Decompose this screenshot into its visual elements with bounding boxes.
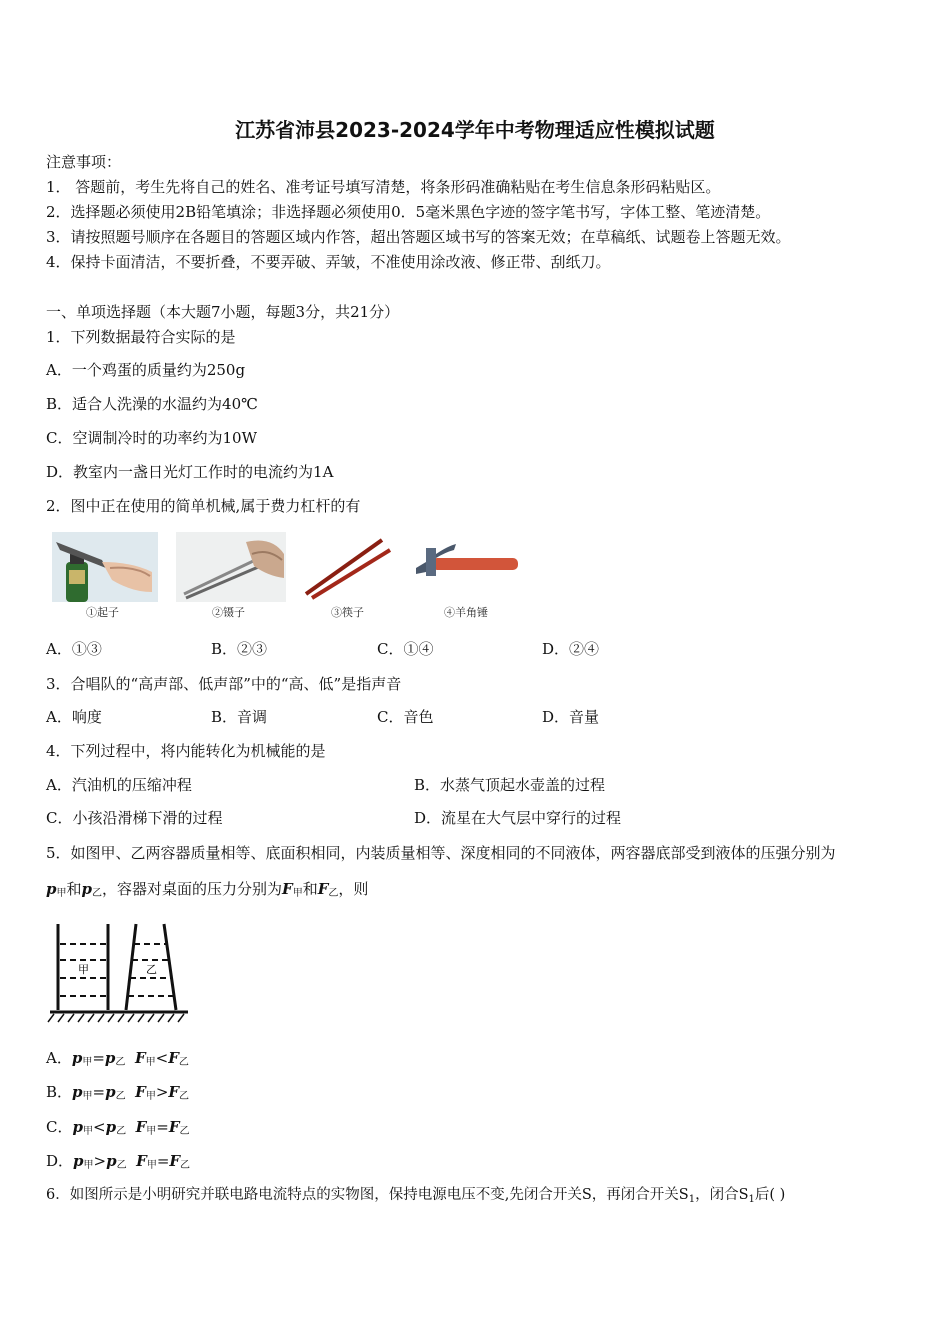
q3-option-b: B．音调 — [211, 708, 268, 726]
question-3-stem: 3．合唱队的“高声部、低声部”中的“高、低”是指声音 — [46, 675, 402, 693]
containers-figure — [46, 916, 192, 1024]
question-4-stem: 4．下列过程中，将内能转化为机械能的是 — [46, 742, 326, 760]
q4-option-c: C．小孩沿滑梯下滑的过程 — [46, 809, 223, 827]
q1-option-a: A．一个鸡蛋的质量约为250g — [46, 361, 246, 379]
q1-option-b: B．适合人洗澡的水温约为40℃ — [46, 395, 258, 413]
note-item: 3．请按照题号顺序在各题目的答题区域内作答，超出答题区域书写的答案无效；在草稿纸、试题卷上答题无效。 — [46, 228, 791, 246]
q2-option-b: B．②③ — [211, 640, 268, 658]
q2-option-d: D．②④ — [542, 640, 600, 658]
q2-option-a: A．①③ — [46, 640, 102, 658]
q2-option-c: C．①④ — [377, 640, 434, 658]
q3-option-c: C．音色 — [377, 708, 434, 726]
q4-option-a: A．汽油机的压缩冲程 — [46, 776, 192, 794]
figure-caption: ④羊角锤 — [444, 606, 488, 619]
note-item: 1． 答题前，考生先将自己的姓名、准考证号填写清楚，将条形码准确粘贴在考生信息条形码粘贴区。 — [46, 178, 721, 196]
q5-option-b: B．$p_甲=p_乙$ $F_甲>F_乙$ — [46, 1083, 190, 1102]
question-1-stem: 1．下列数据最符合实际的是 — [46, 328, 236, 346]
q3-option-a: A．响度 — [46, 708, 102, 726]
q5-option-c: C．$p_甲<p_乙$ $F_甲=F_乙$ — [46, 1118, 190, 1137]
q5-option-d: D．$p_甲>p_乙$ $F_甲=F_乙$ — [46, 1152, 191, 1171]
figure-caption: ①起子 — [86, 606, 119, 619]
question-5-stem: 5．如图甲、乙两容器质量相等、底面积相同，内装质量相等、深度相同的不同液体，两容器底部受到液体的压强分别为 — [46, 844, 836, 862]
page-title: 江苏省沛县2023-2024学年中考物理适应性模拟试题 — [235, 118, 715, 142]
note-item: 2．选择题必须使用2B铅笔填涂；非选择题必须使用0．5毫米黑色字迹的签字笔书写，字体工整、笔迹清楚。 — [46, 203, 771, 221]
q1-option-d: D．教室内一盏日光灯工作时的电流约为1A — [46, 463, 334, 481]
q3-option-d: D．音量 — [542, 708, 600, 726]
section-heading: 一、单项选择题（本大题7小题，每题3分，共21分） — [46, 303, 400, 321]
q4-option-b: B．水蒸气顶起水壶盖的过程 — [414, 776, 606, 794]
notes-heading: 注意事项： — [46, 153, 122, 171]
container-label-yi: 乙 — [146, 963, 157, 976]
chopsticks-image — [302, 534, 394, 600]
container-label-jia: 甲 — [78, 963, 89, 976]
figure-caption: ②镊子 — [212, 606, 245, 619]
tweezers-image — [176, 532, 286, 602]
q4-option-d: D．流星在大气层中穿行的过程 — [414, 809, 622, 827]
q5-option-a: A．$p_甲=p_乙$ $F_甲<F_乙$ — [46, 1049, 189, 1068]
q1-option-c: C．空调制冷时的功率约为10W — [46, 429, 257, 447]
question-6-stem: 6．如图所示是小明研究并联电路电流特点的实物图，保持电源电压不变,先闭合开关S，再闭合开关$S_1$，闭合$S_1$后( ) — [46, 1187, 786, 1205]
claw-hammer-image — [412, 540, 522, 590]
figure-caption: ③筷子 — [331, 606, 364, 619]
bottle-opener-image — [52, 532, 158, 602]
question-5-stem-line2: $p_甲$和$p_乙$，容器对桌面的压力分别为$F_甲$和$F_乙$，则 — [46, 880, 369, 899]
question-2-stem: 2．图中正在使用的简单机械,属于费力杠杆的有 — [46, 497, 361, 515]
note-item: 4．保持卡面清洁，不要折叠，不要弄破、弄皱，不准使用涂改液、修正带、刮纸刀。 — [46, 253, 611, 271]
